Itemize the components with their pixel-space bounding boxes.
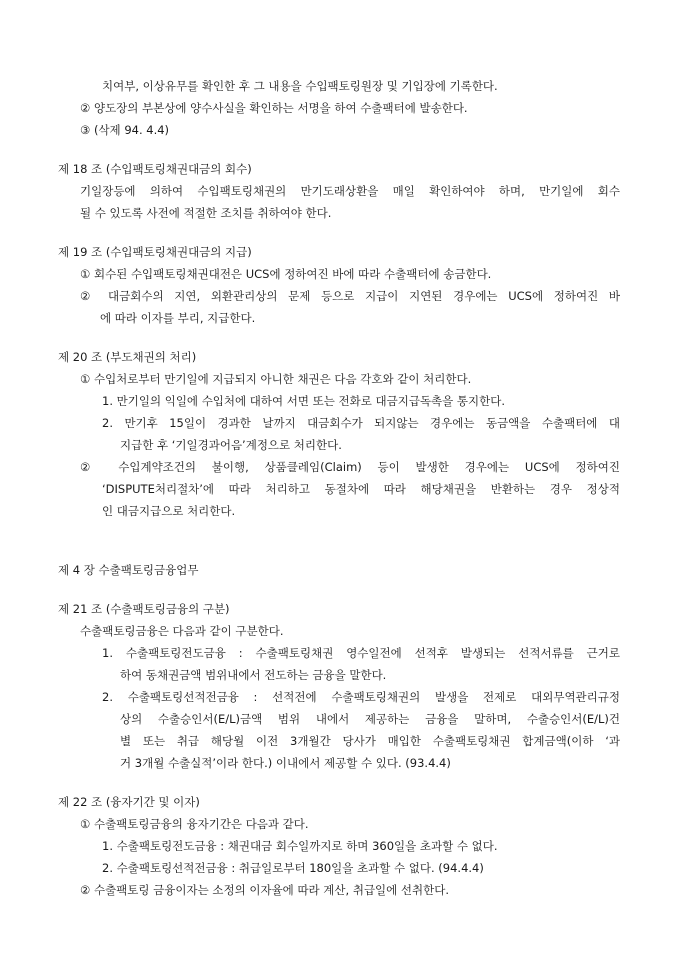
- article-22-title: 제 22 조 (융자기간 및 이자): [58, 795, 200, 809]
- article-18-title: 제 18 조 (수입팩토링채권대금의 회수): [58, 162, 252, 176]
- article-19-item-2-line-1: ② 대금회수의 지연, 외환관리상의 문제 등으로 지급이 지연된 경우에는 UCS에 정하여진 바: [80, 289, 620, 303]
- article-20-sub-1: 1. 만기일의 익일에 수입처에 대하여 서면 또는 전화로 대금지급독촉을 통지한다.: [102, 394, 506, 408]
- article-21-sub-1-line-1: 1. 수출팩토링전도금융 : 수출팩토링채권 영수일전에 선적후 발생되는 선적서류를 근거로: [102, 646, 620, 660]
- article-19-item-1: ① 회수된 수입팩토링채권대전은 UCS에 정하여진 바에 따라 수출팩터에 송금한다.: [80, 267, 492, 281]
- chapter-4-heading: 제 4 장 수출팩토링금융업무: [58, 563, 199, 577]
- article-20-sub-2-line-1: 2. 만기후 15일이 경과한 날까지 대금회수가 되지않는 경우에는 동금액을 수출팩터에 대: [102, 416, 620, 430]
- article-22-item-1: ① 수출팩토링금융의 융자기간은 다음과 같다.: [80, 817, 309, 831]
- article-21-title: 제 21 조 (수출팩토링금융의 구분): [58, 602, 230, 616]
- article-21-sub-2-line-4: 거 3개월 수출실적’이라 한다.) 이내에서 제공할 수 있다. (93.4.4): [120, 756, 451, 770]
- article-18-body-line-1: 기일장등에 의하여 수입팩토링채권의 만기도래상환을 매일 확인하여야 하며, 만기일에 회수: [80, 184, 620, 198]
- article-21-sub-2-line-1: 2. 수출팩토링선적전금융 : 선적전에 수출팩토링채권의 발생을 전제로 대외무역관리규정: [102, 690, 620, 704]
- article-21-sub-2-line-3: 별 또는 취급 해당월 이전 3개월간 당사가 매입한 수출팩토링채권 합계금액(이하 ‘과: [120, 734, 620, 748]
- clause-item-3: ③ (삭제 94. 4.4): [80, 123, 170, 137]
- article-20-sub-2-line-2: 지급한 후 ‘기일경과어음’계정으로 처리한다.: [120, 438, 342, 452]
- article-20-item-2-line-1: ② 수입계약조건의 불이행, 상품클레임(Claim) 등이 발생한 경우에는 UCS에 정하여진: [80, 460, 620, 474]
- article-22-item-2: ② 수출팩토링 금융이자는 소정의 이자율에 따라 계산, 취급일에 선취한다.: [80, 883, 450, 897]
- article-20-title: 제 20 조 (부도채권의 처리): [58, 350, 197, 364]
- article-20-item-2-line-2: ‘DISPUTE처리절차’에 따라 처리하고 동절차에 따라 해당채권을 반환하는 경우 정상적: [102, 482, 620, 496]
- article-18-body-line-2: 될 수 있도록 사전에 적절한 조치를 취하여야 한다.: [80, 206, 332, 220]
- article-19-item-2-line-2: 에 따라 이자를 부리, 지급한다.: [100, 311, 256, 325]
- article-21-sub-2-line-2: 상의 수출승인서(E/L)금액 범위 내에서 제공하는 금융을 말하며, 수출승인서(E/L)건: [120, 712, 620, 726]
- article-19-title: 제 19 조 (수입팩토링채권대금의 지급): [58, 245, 252, 259]
- continued-text: 치여부, 이상유무를 확인한 후 그 내용을 수입팩토링원장 및 기입장에 기록한다.: [102, 79, 498, 93]
- clause-item-2: ② 양도장의 부본상에 양수사실을 확인하는 서명을 하여 수출팩터에 발송한다.: [80, 101, 468, 115]
- article-22-sub-1: 1. 수출팩토링전도금융 : 채권대금 회수일까지로 하며 360일을 초과할 수 없다.: [102, 839, 498, 853]
- article-21-intro: 수출팩토링금융은 다음과 같이 구분한다.: [80, 624, 284, 638]
- article-22-sub-2: 2. 수출팩토링선적전금융 : 취급일로부터 180일을 초과할 수 없다. (94.4.4): [102, 861, 484, 875]
- article-20-item-2-line-3: 인 대금지급으로 처리한다.: [102, 504, 236, 518]
- article-21-sub-1-line-2: 하여 동채권금액 범위내에서 전도하는 금융을 말한다.: [120, 668, 387, 682]
- article-20-item-1: ① 수입처로부터 만기일에 지급되지 아니한 채권은 다음 각호와 같이 처리한다.: [80, 372, 472, 386]
